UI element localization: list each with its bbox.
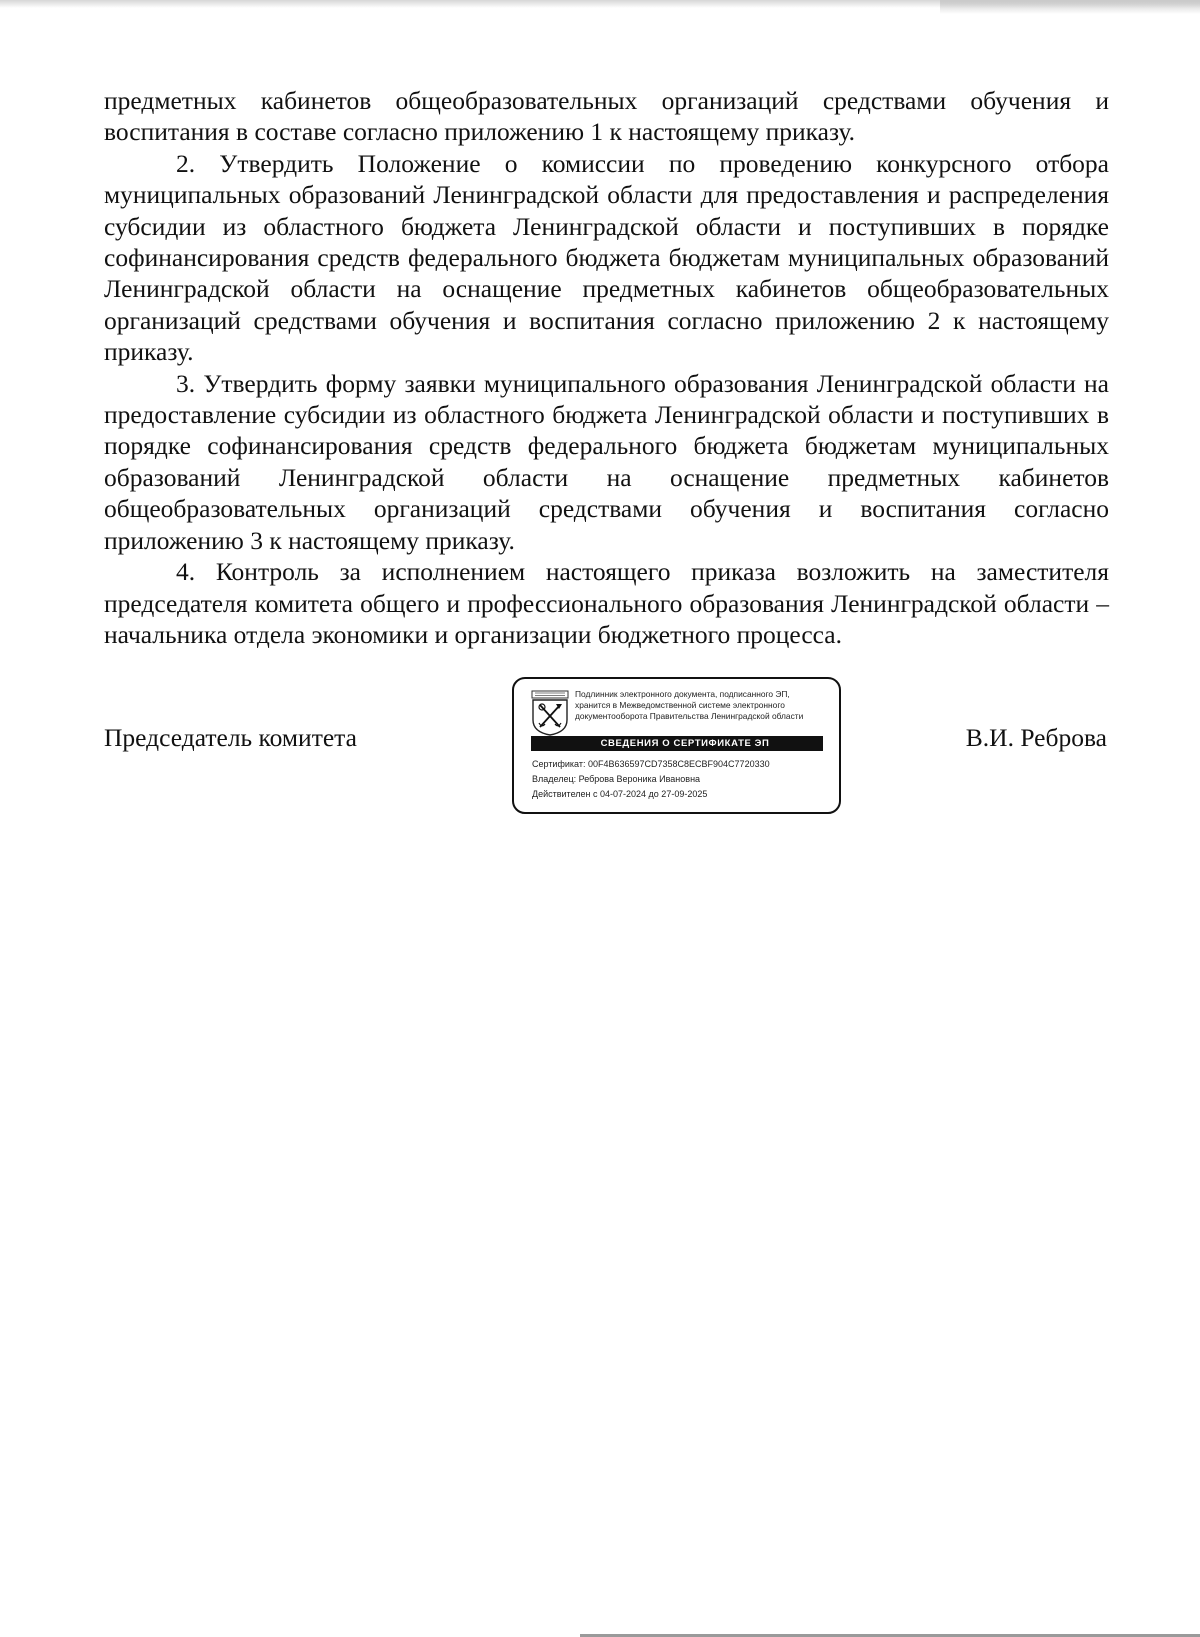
coat-of-arms-icon — [531, 690, 569, 736]
electronic-signature-stamp — [512, 677, 841, 814]
paragraph-item-3: 3. Утвердить форму заявки муниципального образования Ленинградской области на предоставление субсидии из областного бюджета Ленинградской области и поступивших в порядке софинансирования средств федерального бюджета бюджетам муниципальных образований Ленинградской области на оснащение предметных кабинетов общеобразовательных организаций средствами обучения и воспитания согласно приложению 3 к настоящему приказу. — [104, 368, 1109, 555]
stamp-header — [575, 689, 835, 722]
document-body — [104, 85, 1109, 650]
stamp-header-line: хранится в Межведомственной системе электронного — [575, 700, 785, 710]
signer-name: В.И. Реброва — [965, 723, 1107, 752]
paragraph-continuation: предметных кабинетов общеобразовательных организаций средствами обучения и воспитания в составе согласно приложению 1 к настоящему приказу. — [104, 86, 1109, 147]
paragraph-item-2: 2. Утвердить Положение о комиссии по проведению конкурсного отбора муниципальных образований Ленинградской области для предоставления и распределения субсидии из областного бюджета Ленинградской области и поступивших в порядке софинансирования средств федерального бюджета бюджетам муниципальных образований Ленинградской области на оснащение предметных кабинетов общеобразовательных организаций средствами обучения и воспитания согласно приложению 2 к настоящему приказу. — [104, 148, 1109, 367]
stamp-owner: Владелец: Реброва Вероника Ивановна — [532, 774, 701, 784]
stamp-header-line: Подлинник электронного документа, подписанного ЭП, — [575, 689, 790, 699]
scan-top-right-shadow — [940, 0, 1200, 14]
stamp-details — [532, 757, 832, 802]
stamp-validity: Действителен с 04-07-2024 до 27-09-2025 — [532, 789, 708, 799]
signatory-title: Председатель комитета — [104, 723, 357, 752]
stamp-header-line: документооборота Правительства Ленинградской области — [575, 711, 804, 721]
stamp-certificate: Сертификат: 00F4B636597CD7358C8ECBF904C7720330 — [532, 759, 770, 769]
paragraph-item-4: 4. Контроль за исполнением настоящего приказа возложить на заместителя председателя комитета общего и профессионального образования Ленинградской области – начальника отдела экономики и организации бюджетного процесса. — [104, 557, 1109, 649]
stamp-title-bar: СВЕДЕНИЯ О СЕРТИФИКАТЕ ЭП — [531, 736, 823, 751]
